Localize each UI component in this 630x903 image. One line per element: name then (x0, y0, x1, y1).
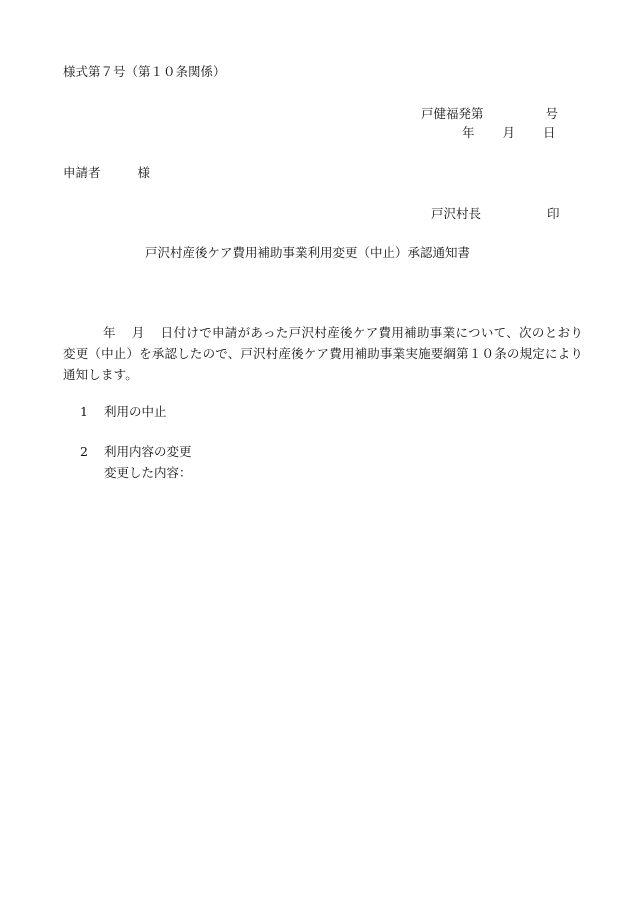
issue-date (462, 127, 556, 140)
item-label: 利用内容の変更 (104, 444, 192, 459)
body-month: 月 (131, 325, 145, 340)
issuer (431, 208, 560, 221)
body-paragraph (63, 322, 583, 385)
honorific: 様 (137, 165, 151, 180)
item-label: 利用の中止 (104, 404, 167, 419)
applicant-label: 申請者 (63, 165, 101, 180)
document-title: 戸沢村産後ケア費用補助事業利用変更（中止）承認通知書 (145, 245, 471, 260)
issuer-name: 戸沢村長 (431, 206, 482, 221)
date-month: 月 (502, 125, 516, 140)
list-item-cancel (80, 406, 167, 419)
item-number: 2 (80, 444, 88, 459)
item-number: 1 (80, 404, 88, 419)
document-number-suffix: 号 (545, 106, 559, 121)
document-number (421, 108, 558, 121)
body-year: 年 (103, 325, 116, 340)
document-number-prefix: 戸健福発第 (421, 106, 484, 121)
list-item-change (80, 446, 192, 459)
body-text-rest: 日付けで申請があった戸沢村産後ケア費用補助事業について、次のとおり変更（中止）を承認したので、戸沢村産後ケア費用補助事業実施要綱第１０条の規定により通知します。 (63, 325, 583, 382)
date-year: 年 (462, 125, 475, 140)
changed-content-label: 変更した内容： (104, 465, 192, 480)
date-day: 日 (543, 125, 556, 140)
seal-mark: 印 (547, 206, 560, 221)
addressee (63, 167, 150, 180)
form-number: 様式第７号（第１０条関係） (63, 64, 226, 79)
